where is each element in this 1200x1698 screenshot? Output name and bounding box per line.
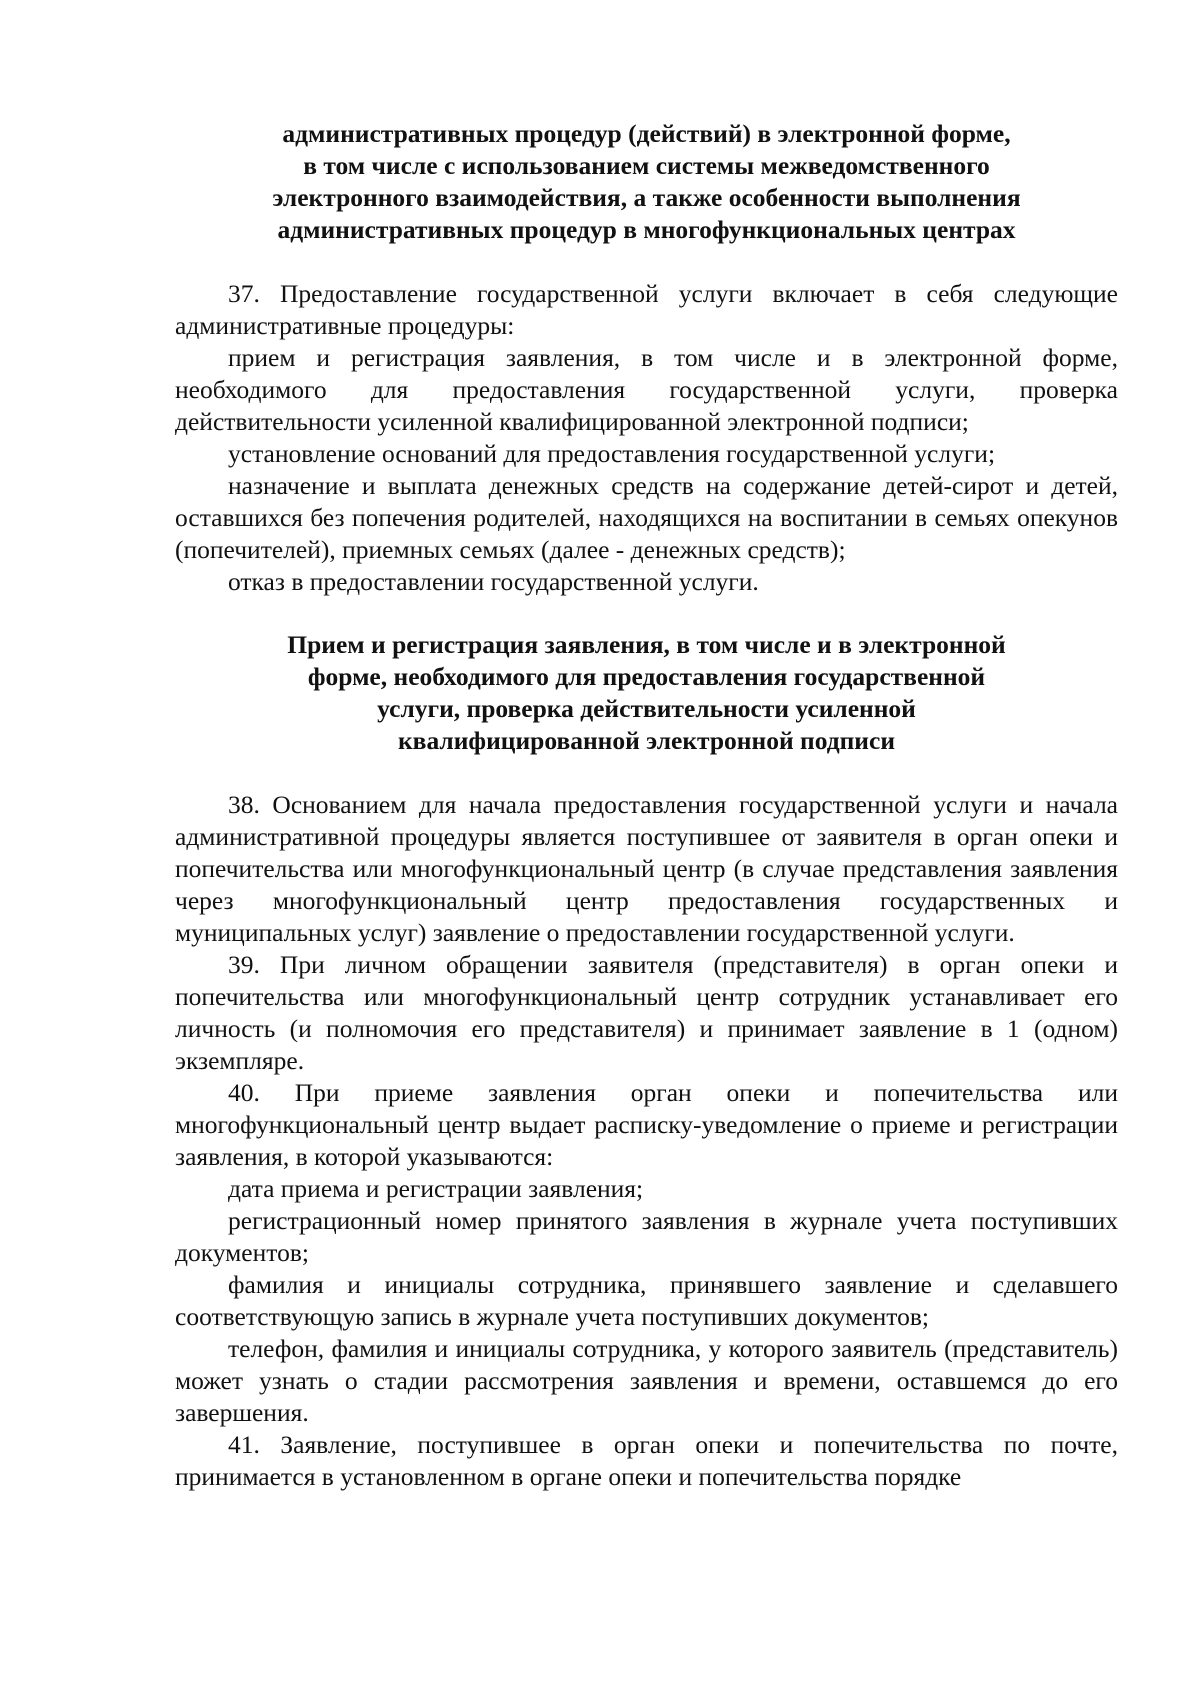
heading-line: Прием и регистрация заявления, в том числе и в электронной [287, 630, 1006, 659]
heading-line: квалифицированной электронной подписи [397, 726, 896, 755]
heading-line: административных процедур в многофункциональных центрах [277, 215, 1016, 244]
list-item-reception: прием и регистрация заявления, в том числе и в электронной форме, необходимого для предоставления государственной услуги, проверка действительности усиленной квалифицированной электронной подписи; [175, 343, 1118, 436]
list-item-refusal: отказ в предоставлении государственной услуги. [228, 567, 759, 596]
heading-line: форме, необходимого для предоставления государственной [307, 662, 986, 691]
paragraph-40: 40. При приеме заявления орган опеки и попечительства или многофункциональный центр выдает расписку-уведомление о приеме и регистрации заявления, в которой указываются: [175, 1078, 1118, 1171]
paragraph-37: 37. Предоставление государственной услуги включает в себя следующие административные процедуры: [175, 279, 1118, 340]
section-heading-reception [175, 629, 1118, 757]
list-item-employee-name: фамилия и инициалы сотрудника, принявшего заявление и сделавшего соответствующую запись в журнале учета поступивших документов; [175, 1270, 1118, 1331]
list-item-contact-phone: телефон, фамилия и инициалы сотрудника, у которого заявитель (представитель) может узнать о стадии рассмотрения заявления и времени, оставшемся до его завершения. [175, 1334, 1118, 1427]
list-item-date: дата приема и регистрации заявления; [228, 1174, 644, 1203]
list-item-grounds: установление оснований для предоставления государственной услуги; [228, 439, 996, 468]
paragraph-39: 39. При личном обращении заявителя (представителя) в орган опеки и попечительства или многофункциональный центр сотрудник устанавливает его личность (и полномочия его представителя) и принимает заявление в 1 (одном) экземпляре. [175, 950, 1118, 1075]
section-heading-procedures [175, 118, 1118, 246]
list-item-payment: назначение и выплата денежных средств на содержание детей-сирот и детей, оставшихся без попечения родителей, находящихся на воспитании в семьях опекунов (попечителей), приемных семьях (далее - денежных средств); [175, 471, 1118, 564]
list-item-registration-number: регистрационный номер принятого заявления в журнале учета поступивших документов; [175, 1206, 1118, 1267]
heading-line: электронного взаимодействия, а также особенности выполнения [272, 183, 1021, 212]
heading-line: административных процедур (действий) в электронной форме, [282, 119, 1011, 148]
paragraph-41: 41. Заявление, поступившее в орган опеки и попечительства по почте, принимается в установленном в органе опеки и попечительства порядке [175, 1430, 1118, 1491]
heading-line: услуги, проверка действительности усиленной [377, 694, 916, 723]
paragraph-38: 38. Основанием для начала предоставления государственной услуги и начала административной процедуры является поступившее от заявителя в орган опеки и попечительства или многофункциональный центр (в случае представления заявления через многофункциональный центр предоставления государственных и муниципальных услуг) заявление о предоставлении государственной услуги. [175, 790, 1118, 947]
heading-line: в том числе с использованием системы межведомственного [303, 151, 990, 180]
